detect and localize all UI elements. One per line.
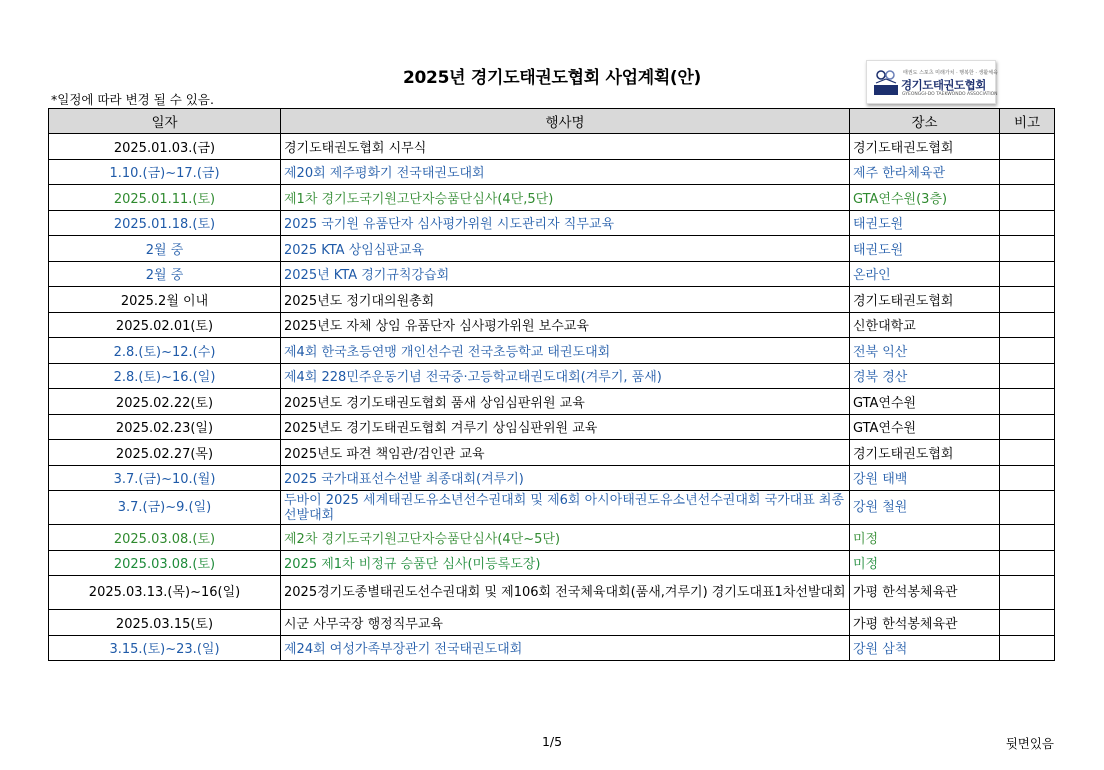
place-cell: 경기도태권도협회 [850, 287, 1000, 313]
event-cell: 경기도태권도협회 시무식 [281, 134, 850, 160]
event-cell: 2025 KTA 상임심판교육 [281, 236, 850, 262]
date-cell: 2025.03.15(토) [49, 610, 281, 636]
page-number: 1/5 [541, 734, 563, 749]
place-cell: GTA연수원 [850, 414, 1000, 440]
event-cell: 2025년도 경기도태권도협회 겨루기 상임심판위원 교육 [281, 414, 850, 440]
table-row [49, 491, 1055, 525]
date-cell: 2025.03.13.(목)~16(일) [49, 576, 281, 610]
table-row [49, 363, 1055, 389]
table-row [49, 185, 1055, 211]
event-cell: 2025년도 파견 책임관/검인관 교육 [281, 440, 850, 466]
date-cell: 2025.03.08.(토) [49, 525, 281, 551]
remarks-cell [1000, 236, 1055, 262]
place-cell: 경기도태권도협회 [850, 134, 1000, 160]
remarks-cell [1000, 440, 1055, 466]
date-cell: 2025.02.22(토) [49, 389, 281, 415]
event-cell: 2025년도 경기도태권도협회 품새 상임심판위원 교육 [281, 389, 850, 415]
logo-slogan: 태권도 스포츠 미래가치 · 행복한 · 생활체육 [903, 70, 998, 76]
remarks-cell [1000, 338, 1055, 364]
place-cell: 강원 철원 [850, 491, 1000, 525]
date-cell: 1.10.(금)~17.(금) [49, 159, 281, 185]
table-row [49, 389, 1055, 415]
header-place: 장소 [850, 109, 1000, 134]
date-cell: 2025.01.11.(토) [49, 185, 281, 211]
table-row [49, 261, 1055, 287]
remarks-cell [1000, 261, 1055, 287]
event-cell: 2025 국기원 유품단자 심사평가위원 시도관리자 직무교육 [281, 210, 850, 236]
place-cell: 가평 한석봉체육관 [850, 610, 1000, 636]
remarks-cell [1000, 363, 1055, 389]
remarks-cell [1000, 312, 1055, 338]
event-cell: 시군 사무국장 행정직무교육 [281, 610, 850, 636]
date-cell: 2025.01.18.(토) [49, 210, 281, 236]
remarks-cell [1000, 414, 1055, 440]
schedule-table [48, 108, 1055, 661]
header-date: 일자 [49, 109, 281, 134]
remarks-cell [1000, 491, 1055, 525]
place-cell: GTA연수원(3층) [850, 185, 1000, 211]
schedule-note: *일정에 따라 변경 될 수 있음. [51, 92, 214, 107]
table-row [49, 210, 1055, 236]
date-cell: 2월 중 [49, 261, 281, 287]
date-cell: 2025.03.08.(토) [49, 550, 281, 576]
event-cell: 2025경기도종별태권도선수권대회 및 제106회 전국체육대회(품새,겨루기) 경기도대표1차선발대회 [281, 576, 850, 610]
remarks-cell [1000, 134, 1055, 160]
event-cell: 제4회 228민주운동기념 전국중·고등학교태권도대회(겨루기, 품새) [281, 363, 850, 389]
table-row [49, 576, 1055, 610]
table-row [49, 414, 1055, 440]
logo-english-name: GYEONGGI-DO TAEKWONDO ASSOCIATION [902, 92, 998, 97]
remarks-cell [1000, 465, 1055, 491]
event-cell: 제20회 제주평화기 전국태권도대회 [281, 159, 850, 185]
date-cell: 2.8.(토)~16.(일) [49, 363, 281, 389]
date-cell: 2025.02.27(목) [49, 440, 281, 466]
place-cell: 제주 한라체육관 [850, 159, 1000, 185]
place-cell: 미정 [850, 550, 1000, 576]
date-cell: 2025.02.01(토) [49, 312, 281, 338]
date-cell: 2025.02.23(일) [49, 414, 281, 440]
date-cell: 2025.01.03.(금) [49, 134, 281, 160]
table-row [49, 287, 1055, 313]
header-remarks: 비고 [1000, 109, 1055, 134]
event-cell: 2025년 KTA 경기규칙강습회 [281, 261, 850, 287]
remarks-cell [1000, 159, 1055, 185]
table-row [49, 312, 1055, 338]
place-cell: 태권도원 [850, 210, 1000, 236]
date-cell: 3.7.(금)~10.(월) [49, 465, 281, 491]
date-cell: 2025.2월 이내 [49, 287, 281, 313]
table-row [49, 236, 1055, 262]
remarks-cell [1000, 635, 1055, 661]
event-cell: 제24회 여성가족부장관기 전국태권도대회 [281, 635, 850, 661]
date-cell: 3.7.(금)~9.(일) [49, 491, 281, 525]
remarks-cell [1000, 610, 1055, 636]
place-cell: 미정 [850, 525, 1000, 551]
date-cell: 2월 중 [49, 236, 281, 262]
event-cell: 2025 제1차 비정규 승품단 심사(미등록도장) [281, 550, 850, 576]
association-emblem-icon [873, 67, 899, 97]
remarks-cell [1000, 210, 1055, 236]
table-row [49, 465, 1055, 491]
place-cell: 온라인 [850, 261, 1000, 287]
table-header-row [49, 109, 1055, 134]
continued-note: 뒷면있음 [1005, 736, 1054, 751]
header-event: 행사명 [281, 109, 850, 134]
table-row [49, 338, 1055, 364]
event-cell: 2025년도 자체 상임 유품단자 심사평가위원 보수교육 [281, 312, 850, 338]
event-cell: 2025년도 정기대의원총회 [281, 287, 850, 313]
remarks-cell [1000, 576, 1055, 610]
table-row [49, 159, 1055, 185]
table-row [49, 525, 1055, 551]
logo-name: 경기도태권도협회 [901, 78, 986, 92]
event-cell: 제2차 경기도국기원고단자승품단심사(4단~5단) [281, 525, 850, 551]
table-row [49, 134, 1055, 160]
remarks-cell [1000, 185, 1055, 211]
place-cell: 경기도태권도협회 [850, 440, 1000, 466]
place-cell: 가평 한석봉체육관 [850, 576, 1000, 610]
place-cell: 태권도원 [850, 236, 1000, 262]
place-cell: 전북 익산 [850, 338, 1000, 364]
date-cell: 3.15.(토)~23.(일) [49, 635, 281, 661]
page-title: 2025년 경기도태권도협회 사업계획(안) [403, 68, 701, 88]
remarks-cell [1000, 389, 1055, 415]
table-row [49, 550, 1055, 576]
remarks-cell [1000, 287, 1055, 313]
place-cell: 신한대학교 [850, 312, 1000, 338]
place-cell: GTA연수원 [850, 389, 1000, 415]
event-cell: 2025 국가대표선수선발 최종대회(겨루기) [281, 465, 850, 491]
event-cell: 두바이 2025 세계태권도유소년선수권대회 및 제6회 아시아태권도유소년선수권대회 국가대표 최종 선발대회 [281, 491, 850, 525]
place-cell: 경북 경산 [850, 363, 1000, 389]
table-row [49, 610, 1055, 636]
event-cell: 제4회 한국초등연맹 개인선수권 전국초등학교 태권도대회 [281, 338, 850, 364]
table-row [49, 440, 1055, 466]
place-cell: 강원 태백 [850, 465, 1000, 491]
association-logo [866, 60, 996, 104]
event-cell: 제1차 경기도국기원고단자승품단심사(4단,5단) [281, 185, 850, 211]
remarks-cell [1000, 525, 1055, 551]
remarks-cell [1000, 550, 1055, 576]
date-cell: 2.8.(토)~12.(수) [49, 338, 281, 364]
table-row [49, 635, 1055, 661]
place-cell: 강원 삼척 [850, 635, 1000, 661]
